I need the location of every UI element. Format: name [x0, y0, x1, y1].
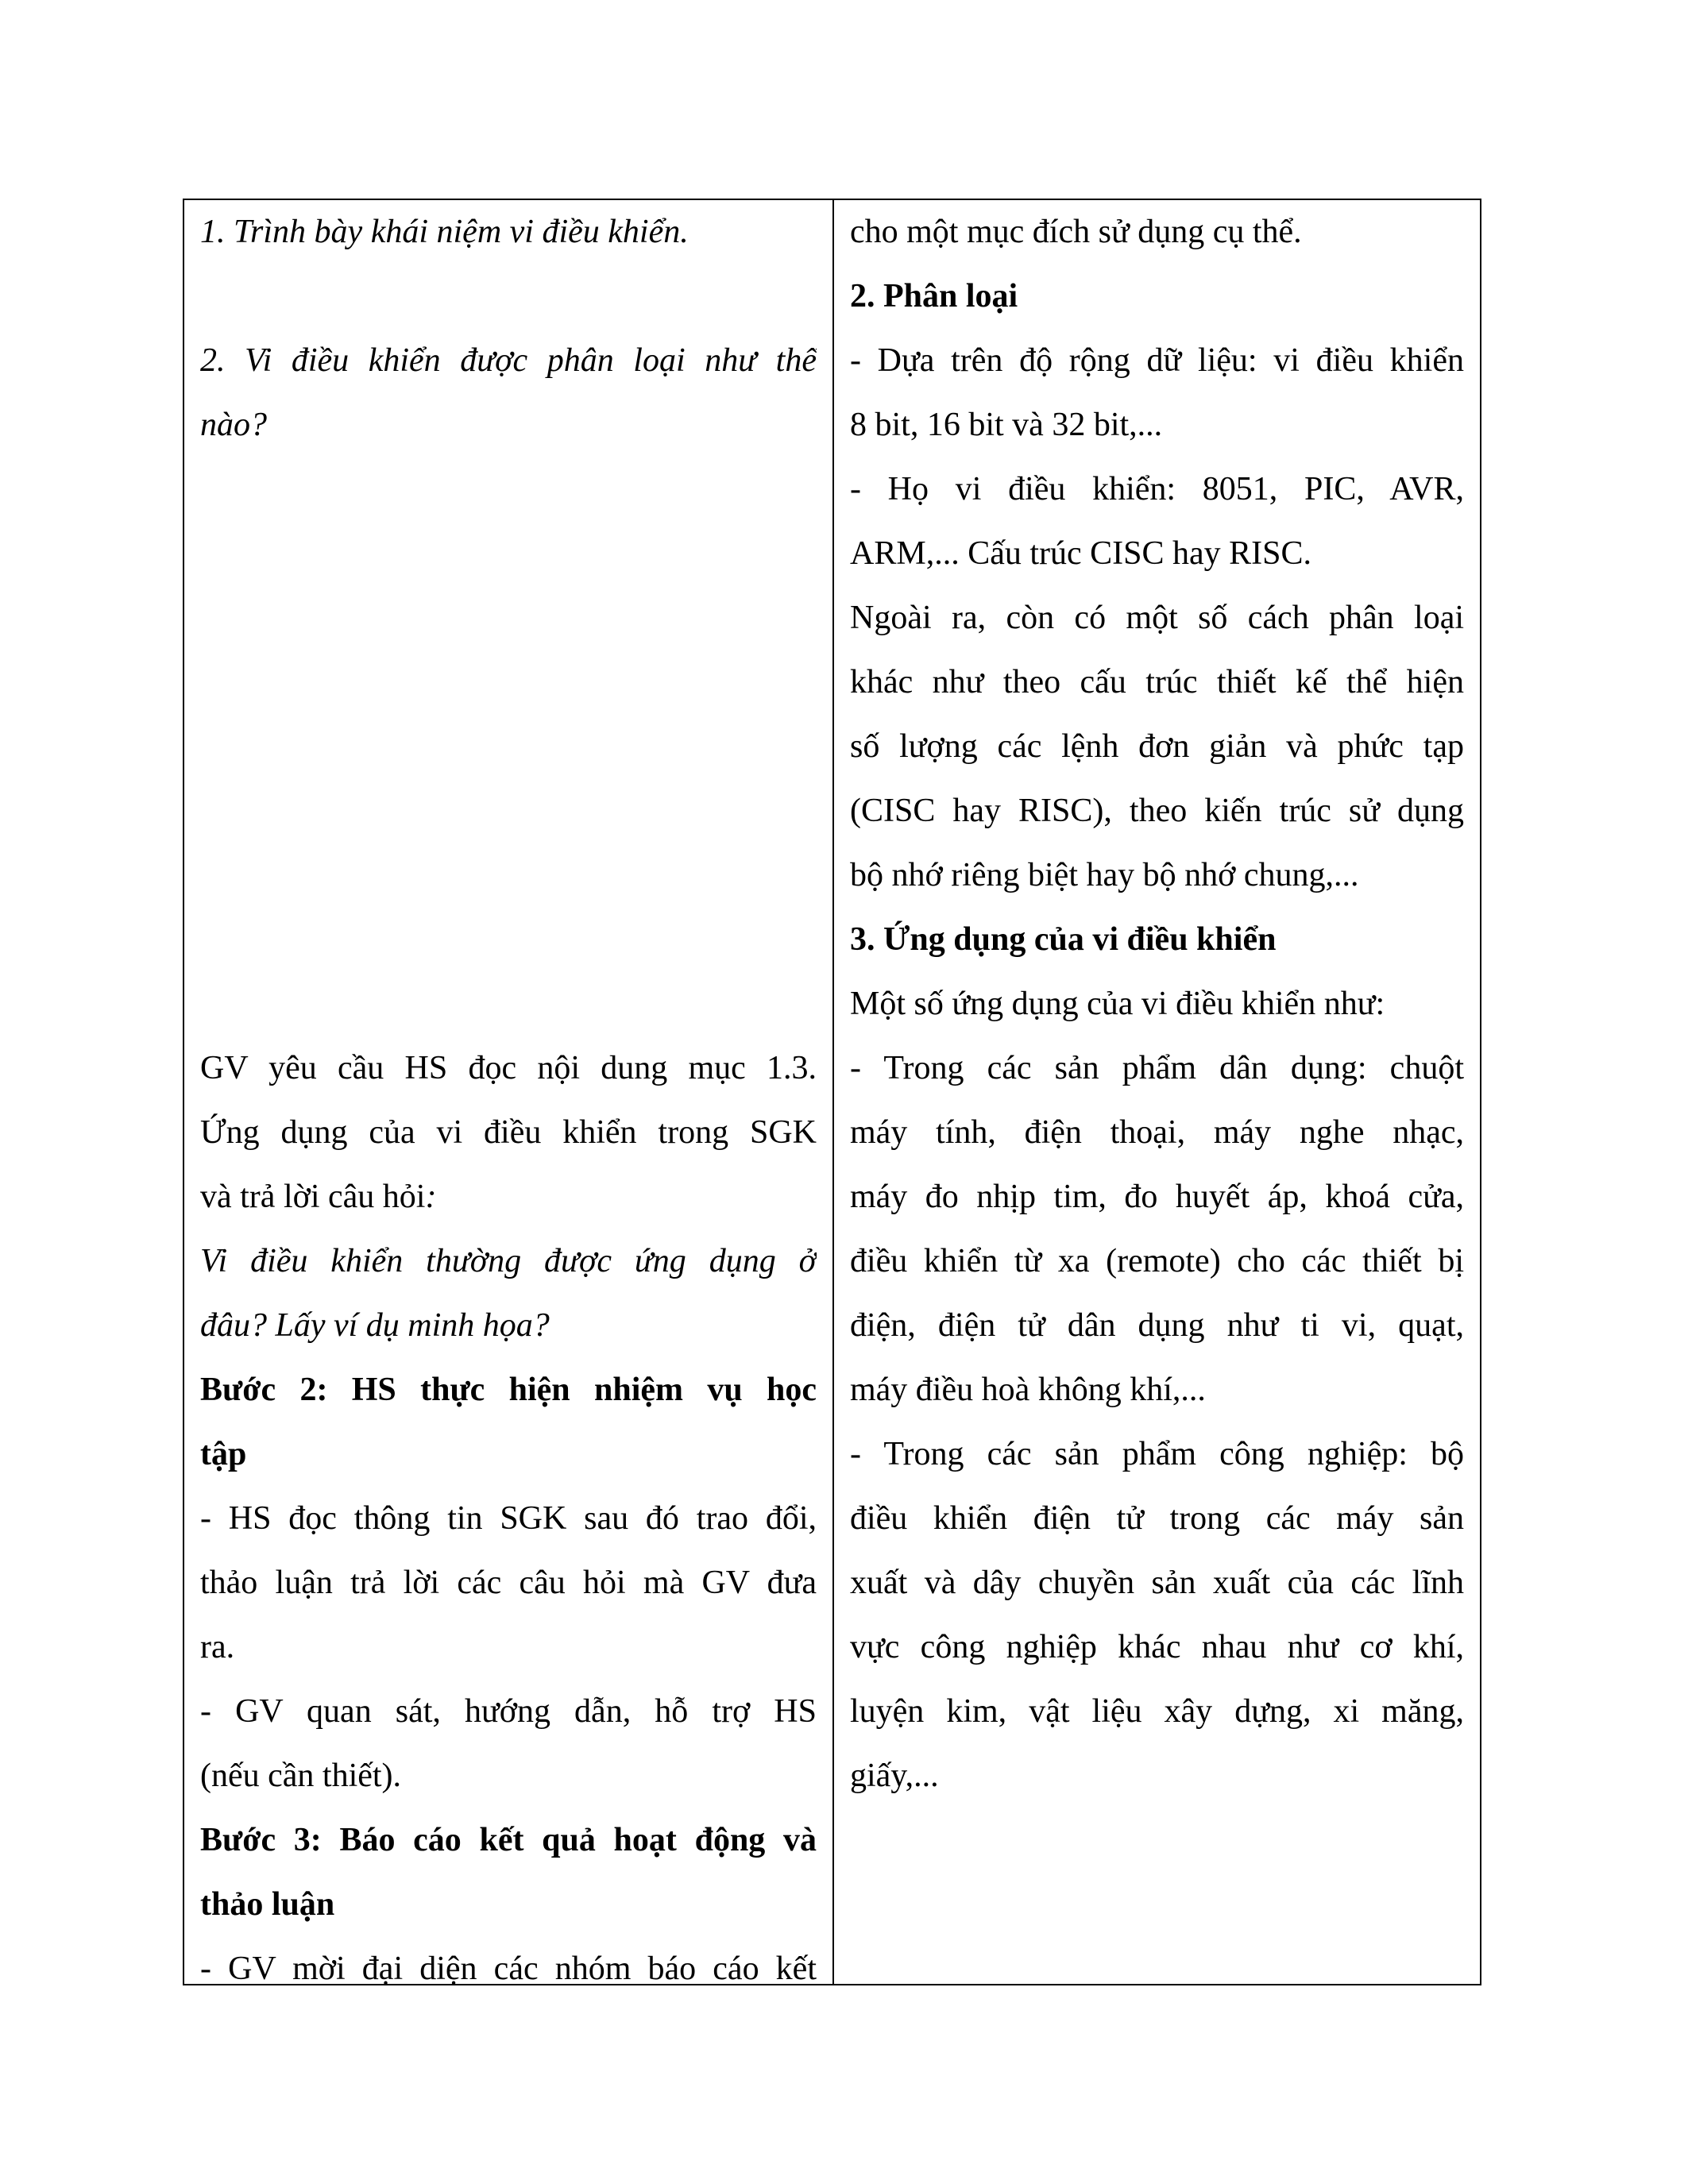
question-3-line-1: Vi điều khiển thường được ứng dụng ở: [200, 1243, 817, 1279]
step-2-item-a-line-1: - HS đọc thông tin SGK sau đó trao đổi,: [200, 1500, 817, 1537]
teacher-request-line-1: GV yêu cầu HS đọc nội dung mục 1.3.: [200, 1050, 817, 1086]
consumer-apps-line-2: máy tính, điện thoại, máy nghe nhạc,: [850, 1114, 1464, 1151]
industrial-apps-line-4: vực công nghiệp khác nhau như cơ khí,: [850, 1629, 1464, 1665]
industrial-apps-line-3: xuất và dây chuyền sản xuất của các lĩnh: [850, 1565, 1464, 1601]
classification-other-line-3: số lượng các lệnh đơn giản và phức tạp: [850, 728, 1464, 765]
step-3-item-a-line-1: - GV mời đại diện các nhóm báo cáo kết: [200, 1951, 817, 1984]
teacher-request-text: và trả lời câu hỏi: [200, 1179, 426, 1215]
consumer-apps-line-5: điện, điện tử dân dụng như ti vi, quạt,: [850, 1307, 1464, 1344]
classification-other-line-5: bộ nhớ riêng biệt hay bộ nhớ chung,...: [850, 857, 1359, 893]
step-3-heading-line-2: thảo luận: [200, 1886, 335, 1923]
question-1: 1. Trình bày khái niệm vi điều khiển.: [200, 214, 689, 250]
step-2-item-a-line-3: ra.: [200, 1629, 235, 1665]
consumer-apps-line-6: máy điều hoà không khí,...: [850, 1372, 1206, 1408]
teacher-request-line-3: [200, 1165, 817, 1229]
teacher-request-line-2: Ứng dụng của vi điều khiển trong SGK: [200, 1114, 817, 1151]
industrial-apps-line-5: luyện kim, vật liệu xây dựng, xi măng,: [850, 1693, 1464, 1730]
section-2-heading: 2. Phân loại: [850, 278, 1018, 314]
section-3-heading: 3. Ứng dụng của vi điều khiển: [850, 921, 1277, 958]
question-2-line-2: nào?: [200, 407, 267, 443]
question-3-line-2: đâu? Lấy ví dụ minh họa?: [200, 1307, 550, 1344]
industrial-apps-line-1: - Trong các sản phẩm công nghiệp: bộ: [850, 1436, 1464, 1472]
definition-end: cho một mục đích sử dụng cụ thể.: [850, 214, 1302, 250]
classification-family-line-2: ARM,... Cấu trúc CISC hay RISC.: [850, 535, 1312, 572]
column-spacer: [200, 457, 817, 1036]
step-3-heading-line-1: Bước 3: Báo cáo kết quả hoạt động và: [200, 1822, 817, 1858]
lesson-table: [183, 199, 1481, 1985]
industrial-apps-line-2: điều khiển điện tử trong các máy sản: [850, 1500, 1464, 1537]
teacher-request-colon: :: [425, 1179, 437, 1215]
question-2-line-1: 2. Vi điều khiển được phân loại như thế: [200, 342, 817, 379]
step-2-item-a-line-2: thảo luận trả lời các câu hỏi mà GV đưa: [200, 1565, 817, 1601]
consumer-apps-line-1: - Trong các sản phẩm dân dụng: chuột: [850, 1050, 1464, 1086]
activity-column: [184, 200, 834, 1984]
step-2-heading-line-1: Bước 2: HS thực hiện nhiệm vụ học: [200, 1372, 817, 1408]
classification-family-line-1: - Họ vi điều khiển: 8051, PIC, AVR,: [850, 471, 1464, 507]
content-column: [834, 200, 1480, 1984]
blank-line: [200, 264, 817, 329]
industrial-apps-line-6: giấy,...: [850, 1758, 939, 1794]
step-2-item-b-line-1: - GV quan sát, hướng dẫn, hỗ trợ HS: [200, 1693, 817, 1730]
consumer-apps-line-3: máy đo nhịp tim, đo huyết áp, khoá cửa,: [850, 1179, 1464, 1215]
applications-intro: Một số ứng dụng của vi điều khiển như:: [850, 986, 1385, 1022]
classification-data-width-line-1: - Dựa trên độ rộng dữ liệu: vi điều khiển: [850, 342, 1464, 379]
step-2-item-b-line-2: (nếu cần thiết).: [200, 1758, 402, 1794]
step-2-heading-line-2: tập: [200, 1436, 247, 1472]
consumer-apps-line-4: điều khiển từ xa (remote) cho các thiết bị: [850, 1243, 1464, 1279]
classification-other-line-1: Ngoài ra, còn có một số cách phân loại: [850, 600, 1464, 636]
classification-other-line-4: (CISC hay RISC), theo kiến trúc sử dụng: [850, 793, 1464, 829]
classification-data-width-line-2: 8 bit, 16 bit và 32 bit,...: [850, 407, 1163, 443]
classification-other-line-2: khác như theo cấu trúc thiết kế thể hiện: [850, 664, 1464, 700]
